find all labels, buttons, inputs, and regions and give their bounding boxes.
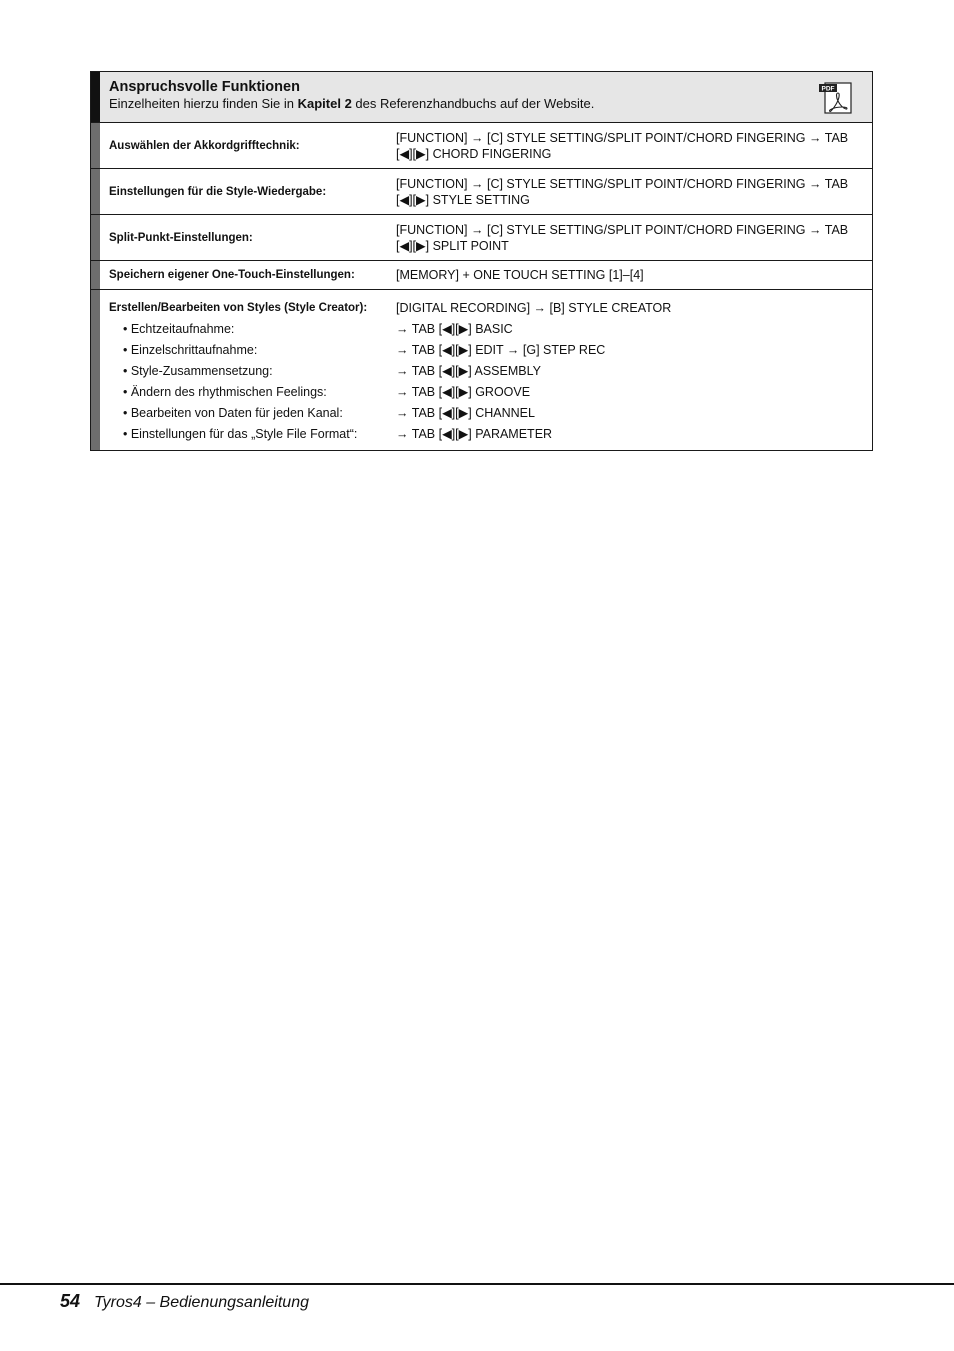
panel-title: Anspruchsvolle Funktionen <box>109 79 300 95</box>
table-row <box>91 215 872 261</box>
page-footer <box>60 1291 309 1312</box>
table-row <box>91 261 872 290</box>
table-row <box>91 123 872 169</box>
sub-function-label: • Ändern des rhythmischen Feelings: <box>123 384 327 399</box>
panel-header <box>91 72 872 123</box>
manual-title: Tyros4 – Bedienungsanleitung <box>94 1294 309 1311</box>
sub-function-path: → TAB [◀][▶] ASSEMBLY <box>396 364 541 378</box>
list-item <box>91 339 872 360</box>
function-label: Speichern eigener One-Touch-Einstellungen: <box>109 269 355 281</box>
function-path: [MEMORY] + ONE TOUCH SETTING [1]–[4] <box>396 268 644 282</box>
advanced-functions-panel <box>90 71 873 451</box>
list-item <box>91 402 872 423</box>
table-row <box>91 169 872 215</box>
function-path: [FUNCTION] → [C] STYLE SETTING/SPLIT POINT/CHORD FINGERING → TAB [◀][▶] CHORD FINGERING <box>396 130 849 161</box>
sub-function-path: → TAB [◀][▶] EDIT → [G] STEP REC <box>396 343 606 357</box>
function-label: Erstellen/Bearbeiten von Styles (Style Creator): <box>109 301 368 314</box>
list-item <box>91 318 872 339</box>
sub-function-path: → TAB [◀][▶] BASIC <box>396 322 513 336</box>
svg-text:PDF: PDF <box>821 85 835 93</box>
sub-function-label: • Einstellungen für das „Style File Format“: <box>123 426 358 441</box>
sub-function-path: → TAB [◀][▶] PARAMETER <box>396 427 553 441</box>
list-item <box>91 360 872 381</box>
sub-function-label: • Style-Zusammensetzung: <box>123 363 273 378</box>
sub-function-label: • Bearbeiten von Daten für jeden Kanal: <box>123 405 343 420</box>
function-path: [FUNCTION] → [C] STYLE SETTING/SPLIT POINT/CHORD FINGERING → TAB [◀][▶] SPLIT POINT <box>396 222 849 253</box>
list-item <box>91 423 872 444</box>
function-label: Split-Punkt-Einstellungen: <box>109 231 253 244</box>
list-item <box>91 297 872 318</box>
chapter-reference: Kapitel 2 <box>297 96 352 111</box>
footer-divider <box>0 1283 954 1285</box>
pdf-document-icon[interactable] <box>819 81 853 115</box>
sub-function-path: → TAB [◀][▶] CHANNEL <box>396 406 535 420</box>
sub-function-label: • Einzelschrittaufnahme: <box>123 342 258 357</box>
function-path: [FUNCTION] → [C] STYLE SETTING/SPLIT POINT/CHORD FINGERING → TAB [◀][▶] STYLE SETTING <box>396 176 849 207</box>
list-item <box>91 381 872 402</box>
panel-subtitle: Einzelheiten hierzu finden Sie in Kapitel 2 des Referenzhandbuchs auf der Website. <box>109 96 595 111</box>
function-label: Auswählen der Akkordgrifftechnik: <box>109 139 300 152</box>
page-number: 54 <box>60 1291 81 1311</box>
style-creator-row <box>91 290 872 450</box>
function-label: Einstellungen für die Style-Wiedergabe: <box>109 185 327 198</box>
sub-function-label: • Echtzeitaufnahme: <box>123 321 235 336</box>
function-path: [DIGITAL RECORDING] → [B] STYLE CREATOR <box>396 300 672 315</box>
sub-function-path: → TAB [◀][▶] GROOVE <box>396 385 531 399</box>
